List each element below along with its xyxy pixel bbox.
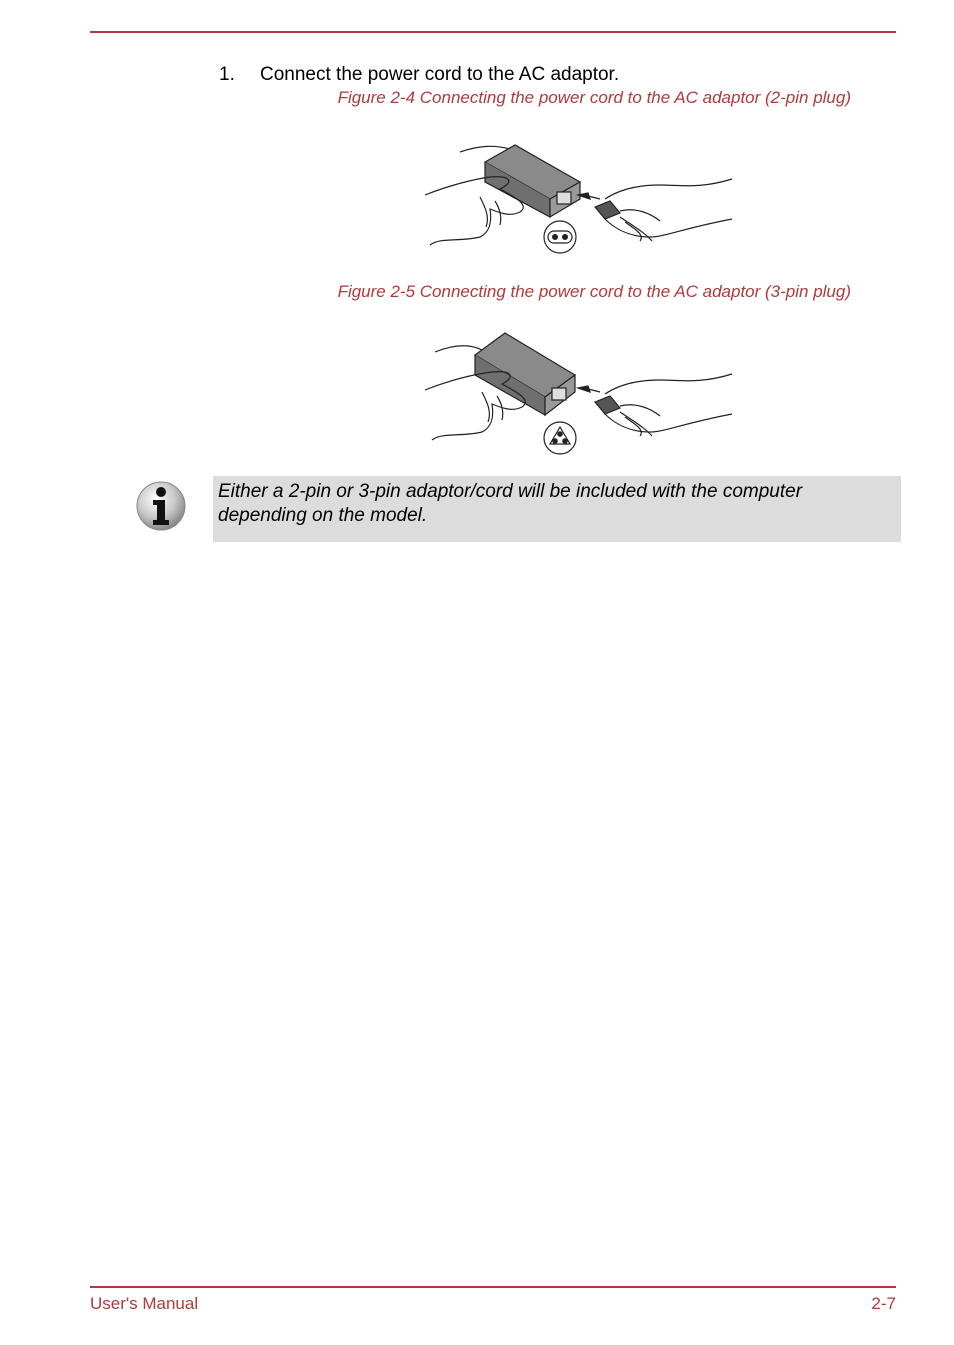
footer-rule (90, 1286, 896, 1288)
figure-caption: Figure 2-5 Connecting the power cord to the AC adaptor (3-pin plug) (337, 282, 851, 301)
info-icon (133, 478, 189, 534)
adaptor-2pin-illustration (420, 137, 740, 262)
header-rule (90, 31, 896, 33)
footer-page-number: 2-7 (871, 1294, 896, 1313)
note-text: Either a 2-pin or 3-pin adaptor/cord will be included with the computer depending on the model. (218, 481, 803, 526)
step-item (219, 64, 619, 86)
adaptor-3pin-illustration (420, 330, 740, 455)
footer-manual-title: User's Manual (90, 1294, 199, 1313)
step-number: 1. (219, 64, 235, 85)
step-text: Connect the power cord to the AC adaptor. (260, 64, 620, 85)
figure-caption: Figure 2-4 Connecting the power cord to the AC adaptor (2-pin plug) (337, 88, 851, 107)
